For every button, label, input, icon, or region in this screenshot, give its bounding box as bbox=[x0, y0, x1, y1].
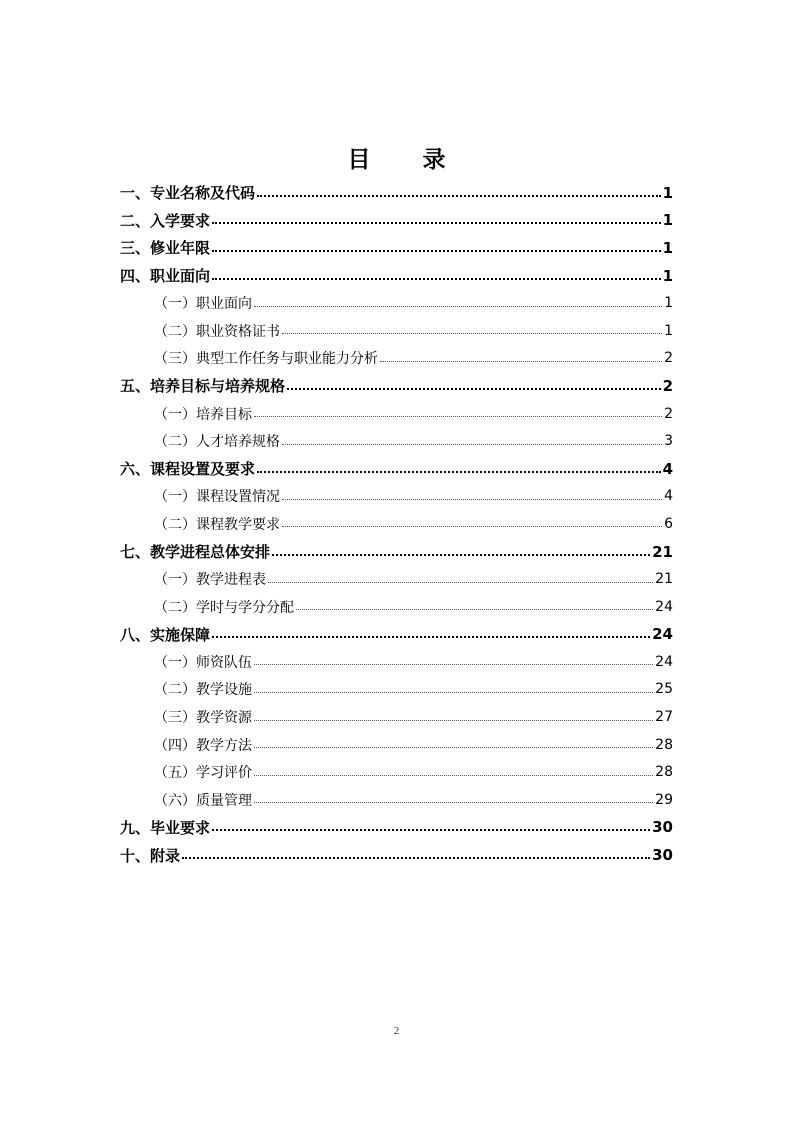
toc-entry-page-number: 3 bbox=[664, 433, 673, 450]
toc-entry-label: （一）教学进程表 bbox=[154, 572, 266, 589]
toc-dot-leader bbox=[254, 306, 662, 307]
toc-entry-label: （二）课程教学要求 bbox=[154, 516, 280, 533]
toc-entry-page-number: 21 bbox=[652, 542, 673, 561]
toc-entry-page-number: 4 bbox=[664, 488, 673, 505]
toc-entry-chapter[interactable] bbox=[120, 538, 673, 566]
toc-entry-page-number: 2 bbox=[664, 350, 673, 367]
toc-dot-leader bbox=[212, 829, 650, 831]
toc-entry-page-number: 1 bbox=[664, 295, 673, 312]
toc-dot-leader bbox=[254, 664, 653, 665]
toc-dot-leader bbox=[380, 361, 662, 362]
toc-entry-label: 九、毕业要求 bbox=[120, 818, 211, 837]
toc-entry-label: 二、入学要求 bbox=[120, 211, 211, 230]
toc-entry-label: （三）典型工作任务与职业能力分析 bbox=[154, 351, 378, 368]
toc-dot-leader bbox=[257, 195, 661, 197]
toc-entry-section[interactable] bbox=[120, 289, 673, 317]
toc-dot-leader bbox=[254, 720, 653, 721]
toc-entry-section[interactable] bbox=[120, 676, 673, 704]
toc-entry-page-number: 25 bbox=[655, 681, 673, 698]
toc-entry-label: （一）培养目标 bbox=[154, 406, 252, 423]
toc-entry-label: （二）人才培养规格 bbox=[154, 434, 280, 451]
toc-entry-section[interactable] bbox=[120, 427, 673, 455]
toc-entry-chapter[interactable] bbox=[120, 262, 673, 290]
toc-entry-section[interactable] bbox=[120, 483, 673, 511]
toc-entry-page-number: 29 bbox=[655, 791, 673, 808]
toc-dot-leader bbox=[254, 747, 653, 748]
toc-entry-page-number: 2 bbox=[664, 405, 673, 422]
toc-dot-leader bbox=[282, 499, 662, 500]
toc-entry-label: 一、专业名称及代码 bbox=[120, 184, 256, 203]
toc-entry-label: （五）学习评价 bbox=[154, 765, 252, 782]
toc-entry-label: （六）质量管理 bbox=[154, 792, 252, 809]
toc-entry-section[interactable] bbox=[120, 510, 673, 538]
toc-dot-leader bbox=[254, 416, 662, 417]
toc-dot-leader bbox=[254, 775, 653, 776]
toc-dot-leader bbox=[182, 857, 650, 859]
page-title: 目 录 bbox=[347, 147, 468, 173]
toc-entry-label: 四、职业面向 bbox=[120, 267, 211, 286]
toc-entry-page-number: 2 bbox=[662, 376, 673, 395]
page-number: 2 bbox=[393, 1025, 400, 1037]
toc-dot-leader bbox=[212, 250, 661, 252]
toc-dot-leader bbox=[212, 278, 661, 280]
toc-dot-leader bbox=[254, 802, 653, 803]
toc-entry-section[interactable] bbox=[120, 345, 673, 373]
toc-dot-leader bbox=[254, 692, 653, 693]
toc-entry-page-number: 30 bbox=[652, 846, 673, 865]
toc-entry-label: （一）师资队伍 bbox=[154, 654, 252, 671]
toc-entry-page-number: 27 bbox=[655, 709, 673, 726]
toc-entry-page-number: 6 bbox=[664, 515, 673, 532]
toc-entry-chapter[interactable] bbox=[120, 841, 673, 869]
toc-entry-chapter[interactable] bbox=[120, 814, 673, 842]
toc-entry-section[interactable] bbox=[120, 758, 673, 786]
toc-entry-section[interactable] bbox=[120, 648, 673, 676]
toc-entry-page-number: 1 bbox=[662, 183, 673, 202]
toc-dot-leader bbox=[287, 388, 661, 390]
toc-entry-chapter[interactable] bbox=[120, 372, 673, 400]
toc-entry-label: （二）学时与学分分配 bbox=[154, 599, 294, 616]
toc-dot-leader bbox=[296, 609, 653, 610]
table-of-contents bbox=[120, 179, 673, 869]
toc-dot-leader bbox=[257, 471, 661, 473]
toc-entry-page-number: 28 bbox=[655, 764, 673, 781]
toc-entry-label: （一）职业面向 bbox=[154, 296, 252, 313]
toc-dot-leader bbox=[268, 582, 653, 583]
toc-entry-label: （二）职业资格证书 bbox=[154, 323, 280, 340]
toc-entry-page-number: 30 bbox=[652, 818, 673, 837]
toc-entry-page-number: 21 bbox=[655, 571, 673, 588]
toc-entry-page-number: 1 bbox=[662, 238, 673, 257]
toc-entry-page-number: 24 bbox=[655, 598, 673, 615]
toc-dot-leader bbox=[282, 333, 662, 334]
toc-entry-chapter[interactable] bbox=[120, 455, 673, 483]
toc-entry-page-number: 1 bbox=[662, 266, 673, 285]
toc-entry-section[interactable] bbox=[120, 786, 673, 814]
toc-entry-page-number: 4 bbox=[662, 459, 673, 478]
toc-entry-chapter[interactable] bbox=[120, 179, 673, 207]
toc-entry-chapter[interactable] bbox=[120, 234, 673, 262]
toc-entry-label: 十、附录 bbox=[120, 846, 181, 865]
toc-entry-section[interactable] bbox=[120, 593, 673, 621]
toc-dot-leader bbox=[282, 526, 662, 527]
toc-dot-leader bbox=[212, 636, 650, 638]
toc-entry-section[interactable] bbox=[120, 317, 673, 345]
toc-entry-page-number: 28 bbox=[655, 736, 673, 753]
toc-entry-chapter[interactable] bbox=[120, 207, 673, 235]
toc-entry-section[interactable] bbox=[120, 565, 673, 593]
toc-dot-leader bbox=[272, 554, 650, 556]
toc-entry-section[interactable] bbox=[120, 400, 673, 428]
toc-entry-section[interactable] bbox=[120, 703, 673, 731]
toc-entry-label: 六、课程设置及要求 bbox=[120, 460, 256, 479]
toc-entry-label: （一）课程设置情况 bbox=[154, 489, 280, 506]
toc-entry-page-number: 1 bbox=[662, 211, 673, 230]
toc-entry-label: （三）教学资源 bbox=[154, 710, 252, 727]
toc-entry-page-number: 1 bbox=[664, 322, 673, 339]
toc-dot-leader bbox=[212, 222, 661, 224]
toc-entry-section[interactable] bbox=[120, 731, 673, 759]
toc-entry-label: 三、修业年限 bbox=[120, 239, 211, 258]
toc-entry-label: 五、培养目标与培养规格 bbox=[120, 377, 286, 396]
toc-entry-chapter[interactable] bbox=[120, 621, 673, 649]
toc-entry-page-number: 24 bbox=[655, 653, 673, 670]
toc-entry-label: （四）教学方法 bbox=[154, 737, 252, 754]
toc-entry-page-number: 24 bbox=[652, 625, 673, 644]
toc-entry-label: 七、教学进程总体安排 bbox=[120, 543, 271, 562]
toc-dot-leader bbox=[282, 444, 662, 445]
toc-entry-label: 八、实施保障 bbox=[120, 625, 211, 644]
toc-entry-label: （二）教学设施 bbox=[154, 682, 252, 699]
